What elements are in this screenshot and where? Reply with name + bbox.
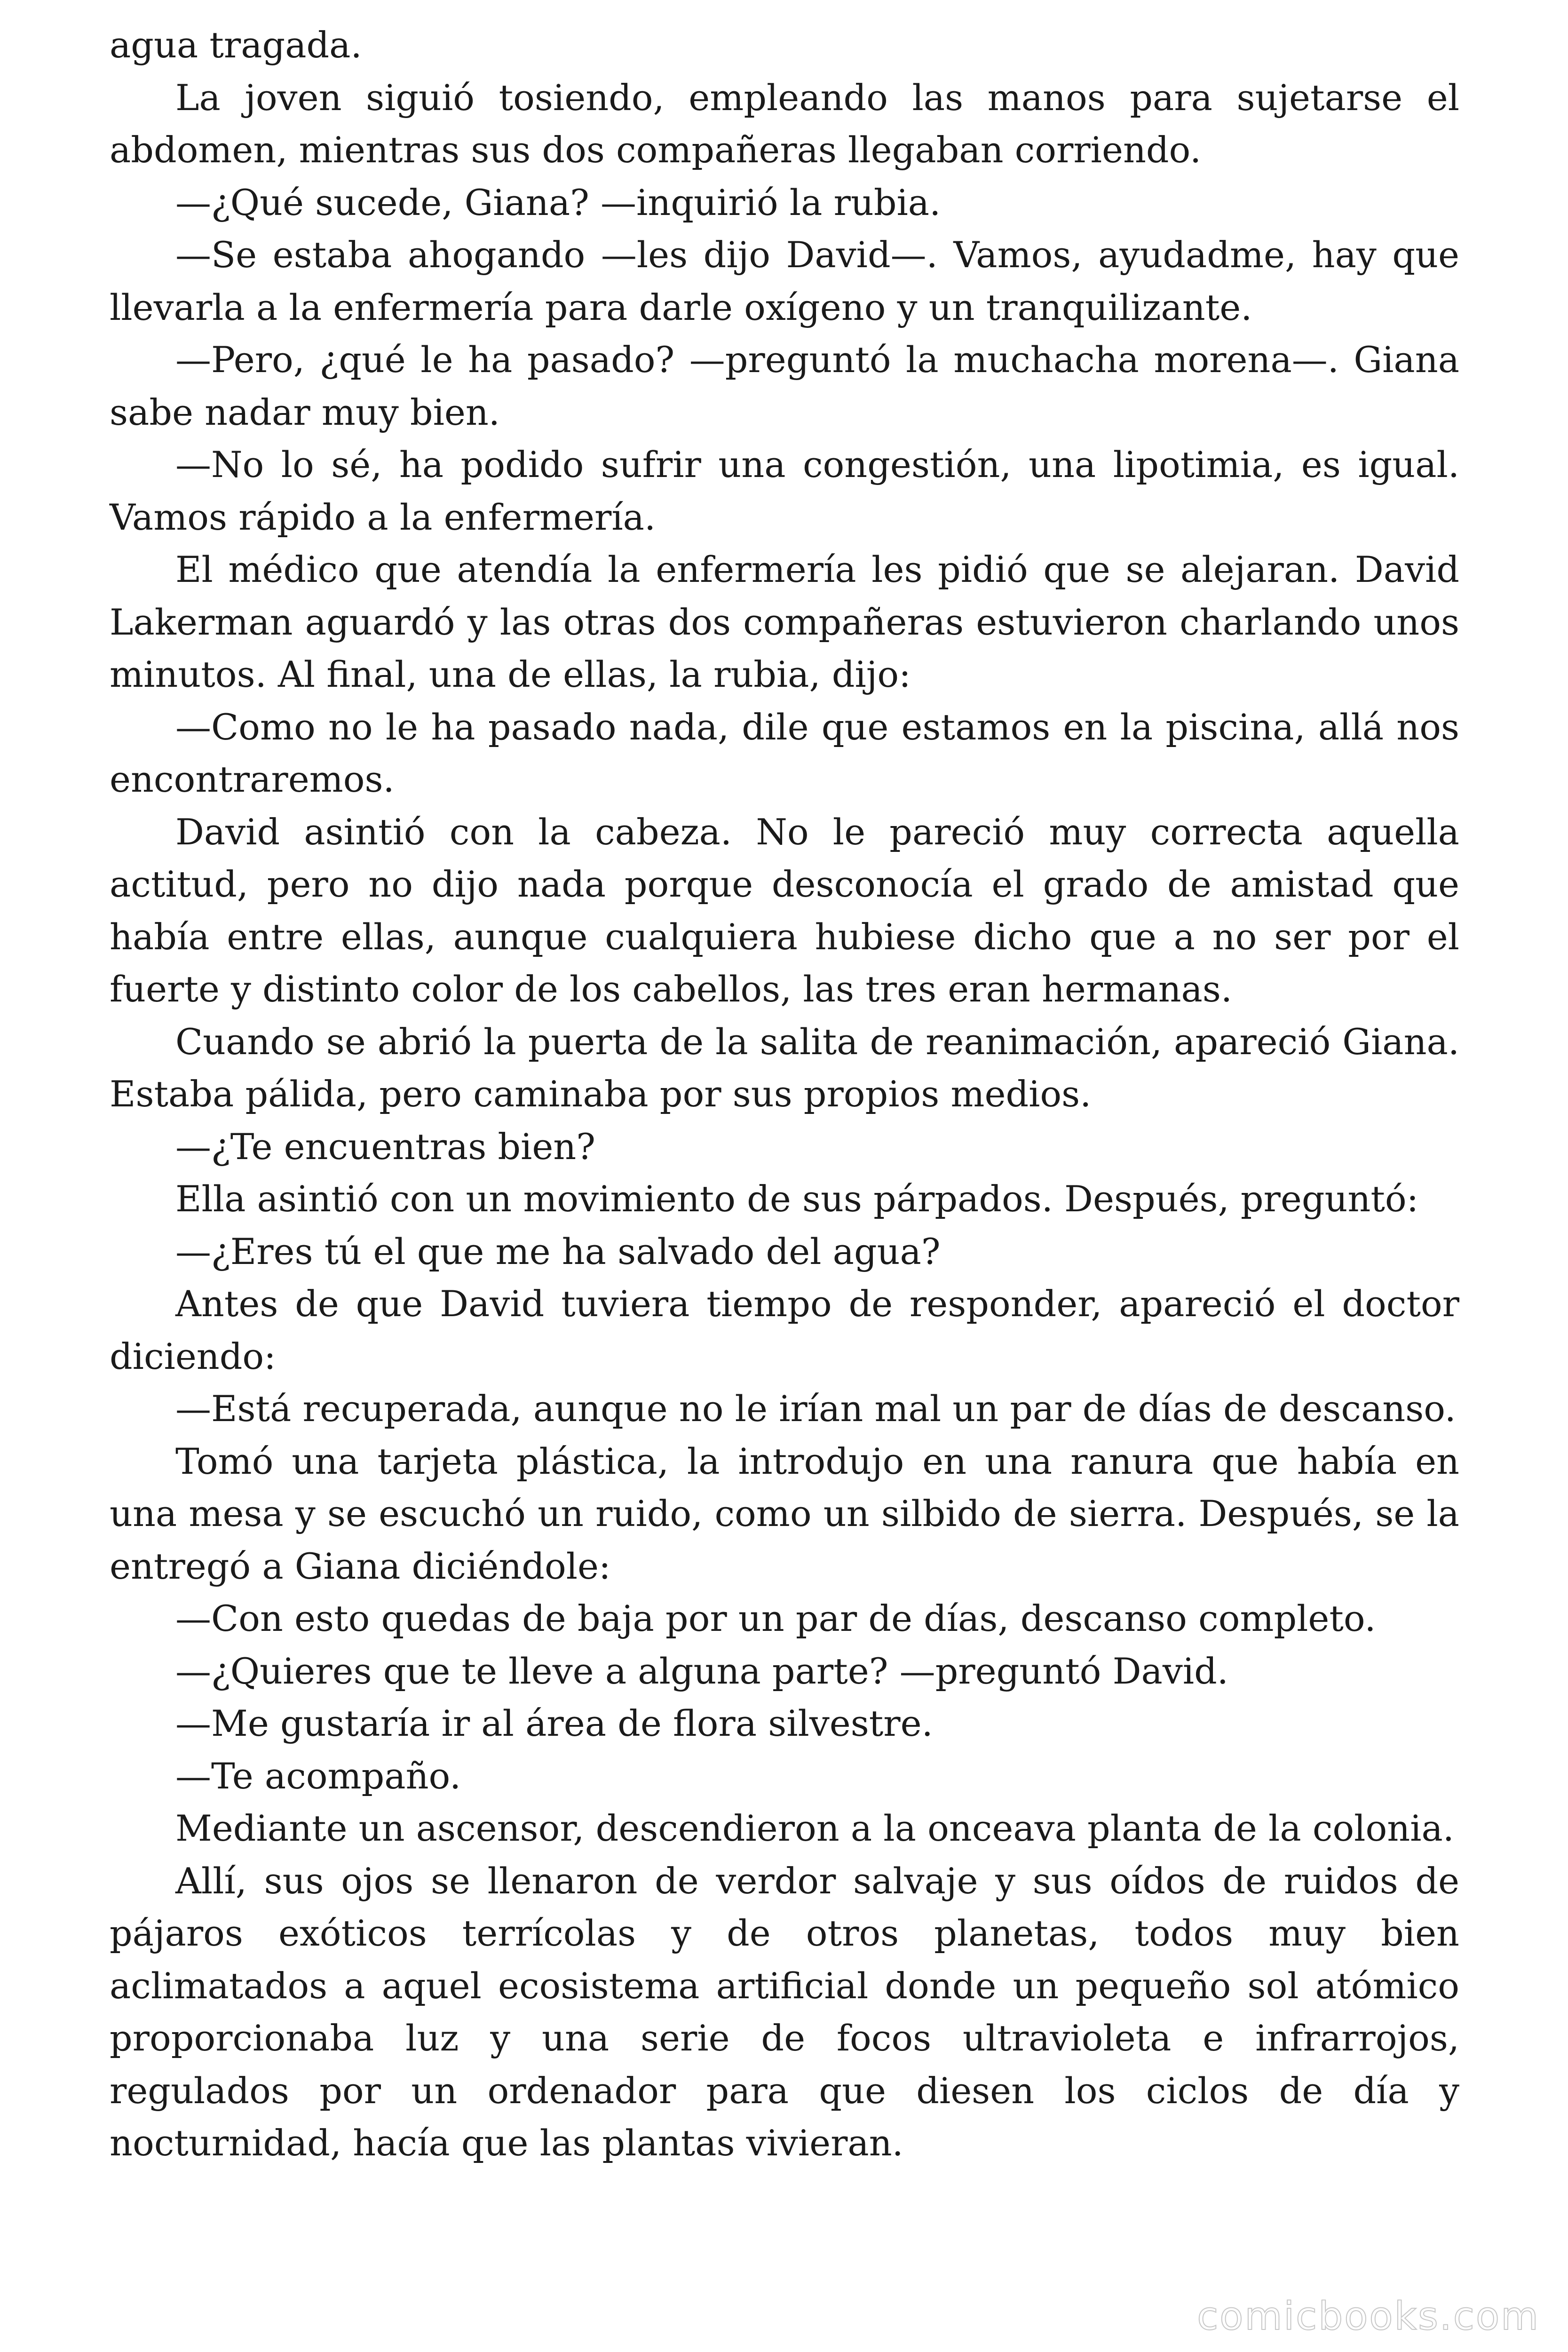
dialogue-line: —¿Eres tú el que me ha salvado del agua? bbox=[175, 1230, 941, 1272]
dialogue-line: —Me gustaría ir al área de flora silvestre. bbox=[175, 1702, 933, 1744]
dialogue-line: —Está recuperada, aunque no le irían mal un par de días de descanso. bbox=[175, 1388, 1456, 1430]
paragraph: Ella asintió con un movimiento de sus párpados. Después, preguntó: bbox=[175, 1178, 1419, 1220]
paragraph: El médico que atendía la enfermería les pidió que se alejaran. David Lakerman aguardó y las otras dos compañeras estuvieron charlando unos minutos. Al final, una de ellas, la rubia, dijo: bbox=[110, 548, 1459, 695]
paragraph: Tomó una tarjeta plástica, la introdujo en una ranura que había en una mesa y se escuchó un ruido, como un silbido de sierra. Después, se la entregó a Giana diciéndole: bbox=[110, 1440, 1459, 1587]
dialogue-line: —Te acompaño. bbox=[175, 1755, 461, 1797]
dialogue-line: —Con esto quedas de baja por un par de días, descanso completo. bbox=[175, 1597, 1376, 1639]
page-text bbox=[110, 19, 1459, 2169]
paragraph: Mediante un ascensor, descendieron a la onceava planta de la colonia. bbox=[175, 1807, 1454, 1849]
dialogue-line: —¿Quieres que te lleve a alguna parte? —preguntó David. bbox=[175, 1650, 1228, 1692]
dialogue-line: —¿Qué sucede, Giana? —inquirió la rubia. bbox=[175, 181, 941, 223]
dialogue-line: —Se estaba ahogando —les dijo David—. Vamos, ayudadme, hay que llevarla a la enfermería para darle oxígeno y un tranquilizante. bbox=[110, 234, 1459, 328]
paragraph: La joven siguió tosiendo, empleando las manos para sujetarse el abdomen, mientras sus dos compañeras llegaban corriendo. bbox=[110, 76, 1459, 171]
dialogue-line: —Pero, ¿qué le ha pasado? —preguntó la muchacha morena—. Giana sabe nadar muy bien. bbox=[110, 339, 1459, 433]
dialogue-line: —Como no le ha pasado nada, dile que estamos en la piscina, allá nos encontraremos. bbox=[110, 706, 1459, 800]
paragraph: Cuando se abrió la puerta de la salita de reanimación, apareció Giana. Estaba pálida, pero caminaba por sus propios medios. bbox=[110, 1020, 1459, 1115]
dialogue-line: —¿Te encuentras bien? bbox=[175, 1125, 595, 1168]
dialogue-line: —No lo sé, ha podido sufrir una congestión, una lipotimia, es igual. Vamos rápido a la enfermería. bbox=[110, 444, 1459, 538]
paragraph: Antes de que David tuviera tiempo de responder, apareció el doctor diciendo: bbox=[110, 1283, 1459, 1377]
paragraph: David asintió con la cabeza. No le pareció muy correcta aquella actitud, pero no dijo nada porque desconocía el grado de amistad que había entre ellas, aunque cualquiera hubiese dicho que a no ser por el fuerte y distinto color de los cabellos, las tres eran hermanas. bbox=[110, 810, 1459, 1010]
paragraph: Allí, sus ojos se llenaron de verdor salvaje y sus oídos de ruidos de pájaros exóticos terrícolas y de otros planetas, todos muy bien aclimatados a aquel ecosistema artificial donde un pequeño sol atómico proporcionaba luz y una serie de focos ultravioleta e infrarrojos, regulados por un ordenador para que diesen los ciclos de día y nocturnidad, hacía que las plantas vivieran. bbox=[110, 1859, 1459, 2164]
watermark: comicbooks.com bbox=[1197, 2294, 1540, 2339]
paragraph-continuation: agua tragada. bbox=[110, 24, 362, 66]
